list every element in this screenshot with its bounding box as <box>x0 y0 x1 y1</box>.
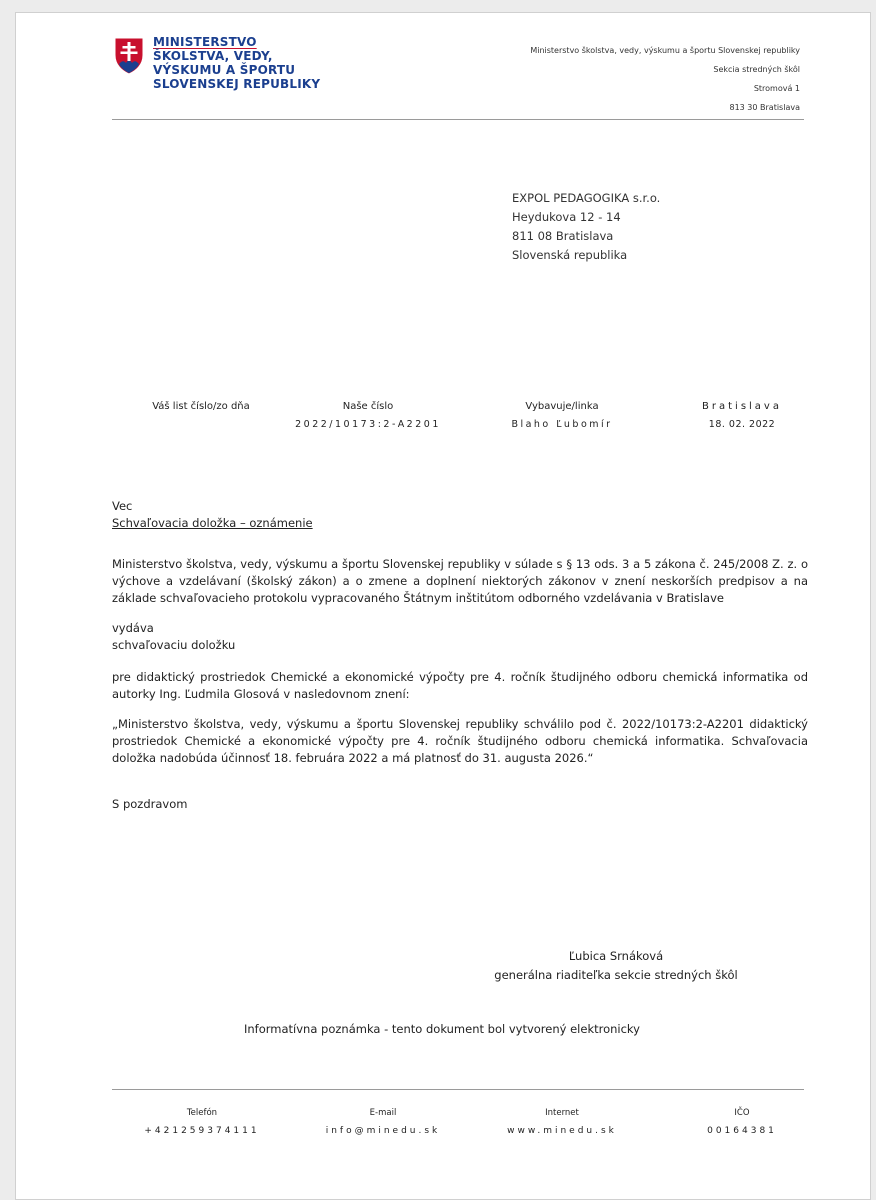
recipient-line: 811 08 Bratislava <box>512 229 614 243</box>
footer-ico <box>652 1106 832 1136</box>
electronic-note: Informatívna poznámka - tento dokument bol vytvorený elektronicky <box>244 1022 640 1036</box>
footer-value: www.minedu.sk <box>507 1126 617 1136</box>
footer-divider <box>112 1089 804 1090</box>
ref-place-date <box>652 400 832 432</box>
subject <box>112 498 313 532</box>
body-quote: „Ministerstvo školstva, vedy, výskumu a športu Slovenskej republiky schválilo pod č. 2022/10173:2-A2201 didaktický prostriedok Chemické a ekonomické výpočty pre 4. ročník študijného odboru chemická informatika. Schvaľovacia doložka nadobúda účinnosť 18. februára 2022 a má platnosť do 31. augusta 2026.“ <box>112 717 808 765</box>
closing: S pozdravom <box>112 797 188 811</box>
recipient-line: EXPOL PEDAGOGIKA s.r.o. <box>512 191 661 205</box>
footer-phone <box>112 1106 292 1136</box>
footer-email <box>293 1106 473 1136</box>
ref-label: Naše číslo <box>342 401 394 412</box>
header-divider <box>112 119 804 120</box>
footer-value: info@minedu.sk <box>325 1126 441 1136</box>
ref-value: Blaho Ľubomír <box>511 419 613 430</box>
signatory-name: Ľubica Srnáková <box>568 949 664 963</box>
footer-label: E-mail <box>369 1108 397 1118</box>
ref-your-letter <box>111 400 291 418</box>
ministry-logo-text <box>153 35 320 91</box>
org-line: SLOVENSKEJ REPUBLIKY <box>153 77 321 91</box>
subject-title: Schvaľovacia doložka – oznámenie <box>112 516 313 530</box>
org-line: ŠKOLSTVA, VEDY, <box>153 49 273 63</box>
footer-value: 00164381 <box>707 1126 777 1136</box>
letter-page <box>15 12 871 1200</box>
recipient-line: Heydukova 12 - 14 <box>512 210 621 224</box>
body-clause: schvaľovaciu doložku <box>112 638 236 652</box>
body-paragraph-2: pre didaktický prostriedok Chemické a ekonomické výpočty pre 4. ročník študijného odboru chemická informatika od autorky Ing. Ľudmila Glosová v nasledovnom znení: <box>112 670 808 701</box>
ref-label: Váš list číslo/zo dňa <box>152 401 250 412</box>
ref-handled-by <box>472 400 652 432</box>
ref-our-number <box>278 400 458 432</box>
recipient-address <box>512 189 660 265</box>
sender-line: Sekcia stredných škôl <box>713 65 800 74</box>
ref-value: 18. 02. 2022 <box>708 419 776 430</box>
sender-address <box>530 41 800 117</box>
subject-label: Vec <box>112 499 133 513</box>
sender-line: Stromová 1 <box>753 84 800 93</box>
ref-label: Bratislava <box>702 401 782 412</box>
footer-label: Telefón <box>186 1108 218 1118</box>
body-issues: vydáva <box>112 621 154 635</box>
ref-value: 2022/10173:2-A2201 <box>295 419 441 430</box>
body-paragraph-1: Ministerstvo školstva, vedy, výskumu a športu Slovenskej republiky v súlade s § 13 ods. 3 a 5 zákona č. 245/2008 Z. z. o výchove a vzdelávaní (školský zákon) a o zmene a doplnení niektorých zákonov v znení neskorších predpisov a na základe schvaľovacieho protokolu vypracovaného Štátnym inštitútom odborného vzdelávania v Bratislave <box>112 557 808 605</box>
footer-web <box>472 1106 652 1136</box>
ref-label: Vybavuje/linka <box>525 401 599 412</box>
sender-line: 813 30 Bratislava <box>729 103 800 112</box>
sender-line: Ministerstvo školstva, vedy, výskumu a športu Slovenskej republiky <box>530 46 800 55</box>
footer-value: +421259374111 <box>144 1126 260 1136</box>
footer-label: IČO <box>734 1108 750 1118</box>
footer-label: Internet <box>545 1108 579 1118</box>
signature-block <box>486 947 746 985</box>
org-line: MINISTERSTVO <box>153 35 257 49</box>
coat-of-arms-icon <box>114 37 144 75</box>
org-line: VÝSKUMU A ŠPORTU <box>153 63 296 77</box>
recipient-line: Slovenská republika <box>512 248 628 262</box>
signatory-role: generálna riaditeľka sekcie stredných škôl <box>494 968 738 982</box>
